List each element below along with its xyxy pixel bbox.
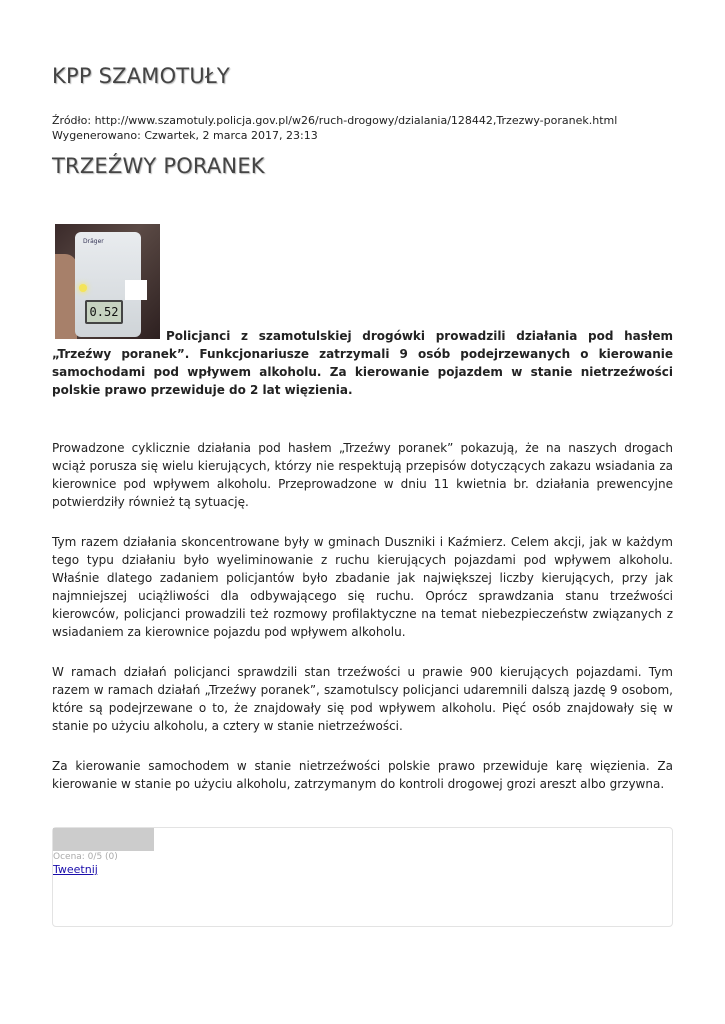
article-title: TRZEŹWY PORANEK — [52, 154, 265, 178]
rating-text: Ocena: 0/5 (0) — [53, 852, 118, 862]
article-paragraph-4: Za kierowanie samochodem w stanie nietrzeźwości polskie prawo przewiduje karę więzienia. Za kierowanie w stanie po użyciu alkoholu, zatrzymanym do kontroli drogowej grozi areszt albo grzywna. — [52, 759, 673, 791]
tweet-link[interactable]: Tweetnij — [53, 863, 98, 876]
article-lead: Policjanci z szamotulskiej drogówki prowadzili działania pod hasłem „Trzeźwy poranek”. Funkcjonariusze zatrzymali 9 osób podejrzewanych o kierowanie samochodami pod wpływem alkoholu. Za kierowanie pojazdem w stanie nietrzeźwości polskie prawo przewiduje do 2 lat więzienia. — [52, 329, 673, 397]
site-title: KPP SZAMOTUŁY — [52, 64, 230, 88]
rating-stars-bar[interactable] — [53, 828, 154, 851]
led-indicator — [79, 284, 87, 292]
device-display: 0.52 — [85, 300, 123, 324]
source-line: Źródło: http://www.szamotuly.policja.gov.pl/w26/ruch-drogowy/dzialania/128442,Trzezwy-poranek.html — [52, 114, 618, 127]
rating-box — [52, 827, 673, 927]
hand-shape — [55, 254, 77, 339]
generated-line: Wygenerowano: Czwartek, 2 marca 2017, 23:13 — [52, 129, 318, 142]
article-paragraph-2: Tym razem działania skoncentrowane były w gminach Duszniki i Kaźmierz. Celem akcji, jak w każdym tego typu działaniu było wyeliminowanie z ruchu kierujących pojazdami pod wpływem alkoholu. Właśnie dlatego zadaniem policjantów było zbadanie jak największej liczby kierujących, przy jak najmniejszej uciążliwości dla odbywającego się ruchu. Oprócz sprawdzania stanu trzeźwości kierowców, policjanci prowadzili też rozmowy profilaktyczne na temat niebezpieczeństw związanych z wsiadaniem za kierownice pojazdu pod wpływem alkoholu. — [52, 535, 673, 639]
document-meta — [52, 113, 692, 143]
device-label — [125, 280, 147, 300]
lead-block — [52, 224, 673, 399]
article-paragraph-3: W ramach działań policjanci sprawdzili stan trzeźwości u prawie 900 kierujących pojazdami. Tym razem w ramach działań „Trzeźwy poranek”, szamotulscy policjanci udaremnili dalszą jazdę 9 osobom, które są podejrzewane o to, że znajdowały się pod wpływem alkoholu. Pięć osób znajdowały się w stanie po użyciu alkoholu, a cztery w stanie nietrzeźwości. — [52, 665, 673, 733]
breathalyzer-photo — [55, 224, 160, 339]
device-brand: Dräger — [83, 238, 104, 245]
article-paragraph-1: Prowadzone cyklicznie działania pod hasłem „Trzeźwy poranek” pokazują, że na naszych drogach wciąż porusza się wielu kierujących, którzy nie respektują przepisów dotyczących zakazu wsiadania za kierownice pod wpływem alkoholu. Przeprowadzone w dniu 11 kwietnia br. działania prewencyjne potwierdziły również tą sytuację. — [52, 441, 673, 509]
